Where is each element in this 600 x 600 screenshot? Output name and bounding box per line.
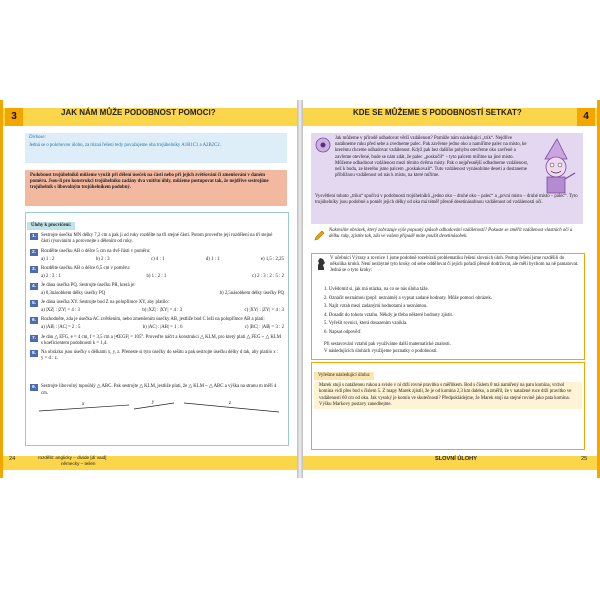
hint-box <box>311 227 583 249</box>
task-option: a) |AB| : |AC| = 2 : 5 <box>41 325 81 331</box>
pencil-icon <box>313 229 325 247</box>
task-item <box>30 300 284 314</box>
task-text: Rozhodněte, zda je úsečka AC zvětšením, nebo zmenšením úsečky AB, jestliže bod C leží na polopřímce AB a platí: <box>41 317 265 323</box>
task-option: c) |XY| : |ZY| = 4 : 3 <box>244 308 284 314</box>
chess-knight-icon <box>315 257 327 276</box>
task-text: Rozdělte úsečku AB o délce 6,5 cm v poměru: <box>41 265 131 271</box>
eye-hand-icon <box>315 137 331 158</box>
right-footer-page: 25 <box>581 456 588 462</box>
note-2: V následujících úlohách využijeme poznatky o podobnosti. <box>324 349 438 354</box>
tip-label: Dickose: <box>29 135 47 140</box>
task-option: b) 1 : 2 : 1 <box>146 273 167 279</box>
task-number: 6. <box>31 318 36 324</box>
problem-text: Marek stojí s natáženou rukou a svisle v ní drží rovné pravítko s měřítkem. Bod s číslem 0 má namířený na patu komína, vrchol komína vidí přes bod s číslem 5. Z mapy Marek zjistil, že je od komína 2,3 km daleko, a změřil, že v natažené ruce drží pravítko ve vzdálenosti 60 cm od oka. Jak vysoký je komín ve skutečnosti? Předpokládejme, že Marek stojí na stejné rovině jako pata komína. Výšku Markovy postavy zanedbejme. <box>314 382 582 409</box>
task-number: 3. <box>31 266 36 272</box>
method-step: 3. Najít vztah mezi zadanými hodnotami a neznámou. <box>324 304 428 309</box>
seg-label-y: y <box>152 400 155 405</box>
task-item <box>30 249 284 263</box>
task-text: Na obrázku jsou úsečky s délkami x, y, z. Přeneste si tyto úsečky do sešitu a pak sestrojte úsečku délky d tak, aby platilo x : y = d : z. <box>41 350 279 362</box>
info-text: Podobnost trojúhelníků můžeme využít při dělení úseček na části nebo při jejich zvětšování či zmenšování v daném poměru. Jsou-li pro konstrukci trojúhelníku zadány dva vnitřní úhly, můžeme postupovat tak, že nejdříve sestrojíme trojúhelník s libovolným trojúhelníkem podobný. <box>30 173 269 191</box>
problem-heading: Vyřešme následující úlohu: <box>314 372 374 380</box>
right-header <box>303 108 597 126</box>
right-footer <box>303 456 597 470</box>
task-text: Rozdělte úsečku AB o délce 5 cm na dvě části v poměru: <box>41 248 151 254</box>
task-option: a) 1 : 2 <box>41 256 55 262</box>
left-title: JAK NÁM MŮŽE PODOBNOST POMOCI? <box>61 108 216 117</box>
segments-figure <box>34 399 284 419</box>
method-step: 2. Označit neznámou (popř. neznámé) a vypsat zadané hodnoty. Může pomoci obrázek. <box>324 295 492 301</box>
task-item <box>30 317 284 331</box>
left-page <box>0 100 297 478</box>
task-option: a) |XZ| : |ZY| = 4 : 3 <box>41 308 80 314</box>
footer-vocab-2: německy – teilen <box>61 461 96 466</box>
task-number: 1. <box>31 234 36 240</box>
task-option: b) 2,5násobkem délky úsečky PQ <box>219 291 284 297</box>
task-option: a) 0,3násobkem délky úsečky PQ <box>41 291 106 297</box>
story-box <box>311 133 583 224</box>
seg-label-x: x <box>82 402 85 407</box>
task-option: c) |BC| : |AB| = 3 : 2 <box>244 325 284 331</box>
tip-box <box>25 133 287 163</box>
method-intro: V učebnici Výrazy a rovnice 1 jsme podobně rozebírali problematiku řešení slovních úloh. Postup řešení jsme rozdělili do několika kroků. Není nezbytné tyto kroky od sebe oddělovat či jejich pořadí přesně dodržovat, ale měli bychom na ně pamatovat. Jedná se o tyto kroky: <box>330 256 579 274</box>
task-item <box>30 350 284 362</box>
task-options <box>41 274 284 280</box>
method-step: 6. Napsat odpověď. <box>324 329 362 335</box>
note-1: Při sestavování vztahů pak využíváme další matematické znalosti. <box>324 342 451 347</box>
left-page-number: 3 <box>5 108 23 126</box>
right-page <box>303 100 600 478</box>
task-item <box>30 233 284 245</box>
left-footer <box>3 456 297 470</box>
story-text: Jak můžeme v přírodě odhadovat větší vzdálenost? Pomůže nám následující „trik“. Nejdříve natáhneme ruku před sebe a zvedneme palec. Pak zavřeme jedno oko a namíříme palec na místo, ke kterému chceme odhadovat vzdálenost. Když pak bez dalšího pohybu otevřeme oko zavřené a zavřeme otevřené, bude se nám zdát, že palec „poskočil“ – tyto palcem mířime na jiné místo. Můžeme odhadnout vzdálenost mezi těmito dvěma místy. Pak o nejpřesnější odhadneme vzdálenost, než k bodu, ze kterého jsme palcem „poskakovali“. Tuto vzdálenost vynásobíme deseti a dostaneme přibližnou vzdálenost od nás k místu, na které míříme. <box>335 136 528 179</box>
left-footer-page: 24 <box>9 456 16 462</box>
steps-list <box>324 287 580 338</box>
task-number: 5. <box>31 301 36 307</box>
task-text: Je dán △ EFG, e = 4 cm, f = 3,5 cm a |∢EGF| = 105°. Proveďte náčrt a konstrukci △ KLM, pro který platí △ FEG ~ △ KLM s koeficientem podobnosti k = 1,4. <box>41 334 281 346</box>
task-options <box>41 325 284 331</box>
left-header <box>3 108 297 126</box>
tasks-list <box>26 231 288 402</box>
task-option: c) 2 : 3 : 2 : 5 : 2 <box>252 273 284 279</box>
task-number: 4. <box>31 284 36 290</box>
task-item <box>30 384 284 396</box>
task-item <box>30 335 284 347</box>
tasks-heading: Úlohy k procvičení: <box>27 222 75 230</box>
footer-section: SLOVNÍ ÚLOHY <box>435 456 477 462</box>
problem-box <box>311 362 585 450</box>
task-option: b) |AC| : |AB| = 1 : 6 <box>142 325 183 331</box>
right-page-number: 4 <box>577 108 595 126</box>
book-spread <box>0 100 600 478</box>
task-options <box>41 291 284 297</box>
task-text: Sestrojte úsečku MN délky 7,2 cm a pak ji od ruky rozdělte na tři stejné části. Potom proveďte její rozdělení na tři stejné části rýsováním a porovnejte s dělením od ruky. <box>41 233 273 245</box>
task-item <box>30 283 284 297</box>
task-option: d) 1 : 1 <box>205 256 220 262</box>
method-step: 1. Uvědomit si, jak má otázka, na co se nás úloha táže. <box>324 287 429 292</box>
task-option: a) 2 : 3 : 1 <box>41 273 61 279</box>
task-number: 7. <box>31 335 36 341</box>
task-options <box>41 308 284 314</box>
task-number: 2. <box>31 249 36 255</box>
task-text: Je dána úsečka XY. Sestrojte bod Z na polopřímce XY, aby platilo: <box>41 300 170 306</box>
info-box <box>25 170 287 206</box>
method-step: 5. Vyřešit rovnici, která dosazením vznikla. <box>324 321 408 326</box>
method-box <box>311 253 585 360</box>
task-option: e) 1,5 : 2,25 <box>260 256 284 262</box>
wizard-character-icon <box>533 137 579 202</box>
method-step: 4. Dosadit do tohoto vztahu. Někdy je třeba některé hodnoty zjistit. <box>324 312 454 318</box>
segment-z <box>184 403 279 412</box>
left-edge-bar <box>0 100 3 478</box>
task-option: c) 4 : 1 <box>150 256 165 262</box>
task-number: 8. <box>31 351 36 357</box>
task-option: b) |XZ| : |XY| = 4 : 3 <box>142 308 183 314</box>
tip-text: Jedná se o polohovou úlohu, za různá řešení tedy považujeme oba trojúhelníky A1B1C1 a A2B2C2. <box>29 143 221 149</box>
footer-vocab-1: rozdělit: anglicky – divide [di´vaid] <box>38 455 107 460</box>
story-text-2: Vysvětlení tohoto „triku“ spočívá v podobnosti trojúhelníků „jedno oko – druhé oko – palec“ a „první místo – druhé místo – palec“. Tyto trojúhelníky jsou podobné a poměr jejich délky od oka má téměř přesně desetinásobnou vzdálenost od vzdálenosti očí. <box>315 194 578 206</box>
right-title: KDE SE MŮŽEME S PODOBNOSTÍ SETKAT? <box>353 108 522 117</box>
task-item <box>30 266 284 280</box>
task-number: 9. <box>31 385 36 391</box>
hint-text: Nakreslíte obrázek, který zobrazuje výše popsaný způsob odhadování vzdálenosti? Pokuste se změřit vzdálenost vlastních očí a délku ruky, zjistíte tak, zda ve vašem případě máte použít desetinásobek. <box>329 228 573 240</box>
task-text: Sestrojte libovolný tupoúhlý △ ABC. Pak sestrojte △ KLM, jestliže platí, že △ KLM ~ △ ABC a výška na stranu m měří 4 cm. <box>41 384 277 396</box>
task-text: Je dána úsečka PQ. Sestrojte úsečku PR, která je: <box>41 283 136 289</box>
task-options <box>41 257 284 263</box>
seg-label-z: z <box>229 401 231 406</box>
task-option: b) 2 : 3 <box>95 256 110 262</box>
tasks-box <box>25 212 289 446</box>
